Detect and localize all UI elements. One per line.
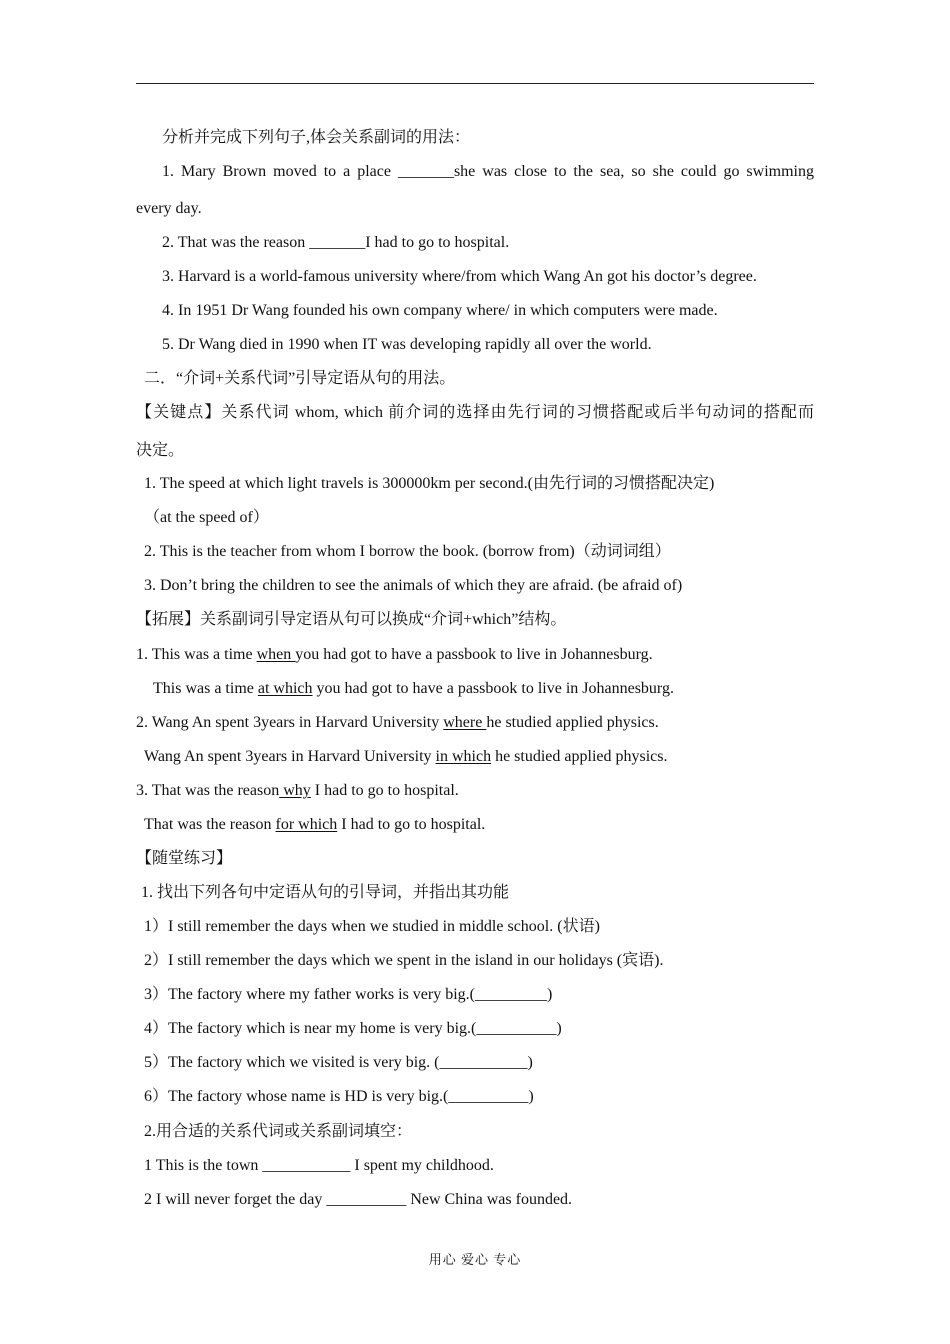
practice-item: 4）The factory which is near my home is very big.(__________) — [144, 1020, 562, 1037]
text-part: This was a time — [153, 680, 258, 697]
exercise-sentence-1: 1. Mary Brown moved to a place _______she was close to the sea, so she could go swimming — [162, 163, 814, 180]
practice-item: 6）The factory whose name is HD is very big.(__________) — [144, 1088, 534, 1105]
header-rule — [136, 83, 814, 84]
practice-heading: 【随堂练习】 — [136, 850, 233, 867]
section-2-heading: 二．“介词+关系代词”引导定语从句的用法。 — [144, 370, 456, 387]
example-1: 1. The speed at which light travels is 300000km per second.(由先行词的习惯搭配决定) — [144, 475, 715, 492]
practice-item: 3）The factory where my father works is very big.(_________) — [144, 986, 553, 1003]
extension-sentence-2b — [144, 747, 668, 767]
extension-sentence-2a — [136, 713, 659, 733]
exercise-sentence-1-cont: every day. — [136, 200, 202, 217]
fill-blank-item: 1 This is the town ___________ I spent my childhood. — [144, 1157, 494, 1174]
text-part: 1. This was a time — [136, 646, 257, 663]
practice-item: 5）The factory which we visited is very big. (___________) — [144, 1054, 533, 1071]
text-part: you had got to have a passbook to live in Johannesburg. — [312, 680, 674, 697]
exercise-sentence-2: 2. That was the reason _______I had to go to hospital. — [162, 234, 510, 251]
exercise-sentence-3: 3. Harvard is a world-famous university where/from which Wang An got his doctor’s degree. — [162, 268, 757, 285]
exercise-sentence-5: 5. Dr Wang died in 1990 when IT was developing rapidly all over the world. — [162, 336, 652, 353]
extension-sentence-3a — [136, 781, 459, 801]
underlined-word: why — [279, 782, 311, 799]
text-part: I had to go to hospital. — [337, 816, 486, 833]
example-1-note: （at the speed of） — [144, 509, 269, 526]
text-part: That was the reason — [144, 816, 276, 833]
underlined-word: at which — [257, 680, 313, 697]
extension-heading: 【拓展】关系副词引导定语从句可以换成“介词+which”结构。 — [136, 611, 567, 628]
intro-text: 分析并完成下列句子,体会关系副词的用法： — [162, 129, 471, 146]
extension-sentence-1b — [153, 679, 674, 699]
page-footer: 用心 爱心 专心 — [428, 1252, 522, 1267]
key-point-line-1: 【关键点】关系代词 whom, which 前介词的选择由先行词的习惯搭配或后半句动词的搭配而 — [136, 404, 814, 421]
text-part: Wang An spent 3years in Harvard University — [144, 748, 436, 765]
extension-sentence-1a — [136, 645, 653, 665]
practice-task-2: 2.用合适的关系代词或关系副词填空： — [144, 1123, 413, 1140]
key-point-line-2: 决定。 — [136, 442, 185, 459]
text-part: 2. Wang An spent 3years in Harvard University — [136, 714, 444, 731]
example-2: 2. This is the teacher from whom I borrow the book. (borrow from)（动词词组） — [144, 543, 671, 560]
text-part: you had got to have a passbook to live in Johannesburg. — [295, 646, 653, 663]
text-part: 3. That was the reason — [136, 782, 280, 799]
example-3: 3. Don’t bring the children to see the animals of which they are afraid. (be afraid of) — [144, 577, 683, 594]
underlined-word: in which — [435, 748, 492, 765]
text-part: he studied applied physics. — [486, 714, 659, 731]
practice-item: 2）I still remember the days which we spent in the island in our holidays (宾语). — [144, 952, 664, 969]
exercise-sentence-4: 4. In 1951 Dr Wang founded his own company where/ in which computers were made. — [162, 302, 718, 319]
underlined-word: where — [443, 714, 487, 731]
text-part: I had to go to hospital. — [310, 782, 459, 799]
practice-task-1: 1. 找出下列各句中定语从句的引导词，并指出其功能 — [141, 884, 510, 901]
extension-sentence-3b — [144, 815, 485, 835]
text-part: he studied applied physics. — [491, 748, 668, 765]
underlined-word: for which — [275, 816, 338, 833]
underlined-word: when — [256, 646, 296, 663]
practice-item: 1）I still remember the days when we studied in middle school. (状语) — [144, 918, 600, 935]
fill-blank-item: 2 I will never forget the day __________ New China was founded. — [144, 1191, 573, 1208]
